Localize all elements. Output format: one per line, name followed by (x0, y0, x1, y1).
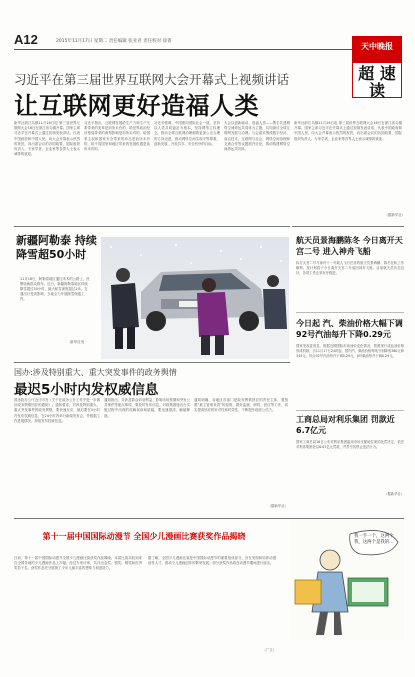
brand-column-title: 超 速读 (358, 64, 396, 100)
page-number: A12 (14, 32, 38, 47)
sidebar-item-1-body: 执行天宫二号与神舟十一号载人飞行任务的航天员景海鹏、陈冬在轨工作顺利，按计划将于今日离开天宫二号返回神舟飞船。目前航天员状态良好，各项工作正常有序推进。 (296, 261, 404, 275)
sidebar-item-3-signoff: （据新华社） (384, 492, 404, 496)
sidebar-item-3-title: 工商总局对利乐集团 罚款近6.7亿元 (296, 415, 395, 435)
snow-car-push-image (101, 237, 289, 359)
divider (14, 518, 404, 519)
brand-box (352, 36, 402, 98)
cartoon-speech-text: 我一手一个，这两个我，这两个是我的... (354, 534, 394, 545)
lead-signoff: （据新华社） (384, 213, 405, 217)
mid-story-subhead: 国办:涉及特别重大、重大突发事件的政务舆情 (14, 368, 177, 377)
lead-body-col-4: 大会以创新驱动、造福人类——携手共建网络空间命运共同体为主题，共同探讨全球互联网发展与治理。与会嘉宾围绕数字经济、前沿技术、互联网与社会、网络空间治理和交流合作等议题展开讨论，推动构建网络空间命运共同体。 (224, 121, 290, 152)
sidebar-item-2-body: 国家发改委消息，根据近期国际市场油价变化情况，按照现行成品油价格形成机制，自11月17日24时起，国内汽、柴油价格每吨分别降低360元和345元。折合92号汽油每升下调0.29元，0号柴油每升下调0.29元。 (296, 344, 404, 358)
sidebar-item-1-title: 航天员景海鹏陈冬 今日离开天宫二号 进入神舟飞船 (296, 236, 403, 256)
brand-line: 天中晚报 (353, 37, 401, 63)
photo-story-headline: 新疆阿勒泰 持续降雪超50小时 (16, 234, 97, 261)
lead-subhead: 习近平在第三届世界互联网大会开幕式上视频讲话 (14, 72, 290, 87)
mid-story-col-1: 国务院办公厅近日印发《关于在政务公开工作中进一步做好政务舆情回应的通知》。通知要求，对涉及特别重大、重大突发事件的政务舆情，要快速反应，最迟要在5小时内发布权威信息，在24小时内举行新闻发布会，并根据工作进展情况，持续发布权威信息。 (14, 398, 100, 423)
lead-body-col-1: 新华社浙江乌镇11月16日电 第三届世界互联网大会16日在浙江省乌镇开幕。国家主席习近平在开幕式上通过视频发表讲话，代表中国政府和中国人民，向大会开幕表示热烈的祝贺，向出席会议的各国政要、国际组织负责人、专家学者、企业家等各界人士表示诚挚的欢迎。 (14, 121, 80, 157)
mid-story-col-3: 通知明确，各地区各部门是政务舆情回应的责任主体，要按照“谁主管谁负责”的原则，做好监测、研判、回应等工作，切实提高回应的针对性和时效性，不断提升政府公信力。 (194, 398, 288, 413)
divider (296, 312, 404, 313)
lead-body-col-5: 新华社浙江乌镇11月16日电 第三届世界互联网大会16日在浙江省乌镇开幕。国家主席习近平在开幕式上通过视频发表讲话，代表中国政府和中国人民，向大会开幕表示热烈的祝贺，向出席会议的各国政要、国际组织负责人、专家学者、企业家等各界人士表示诚挚的欢迎。 (294, 121, 402, 141)
mid-story-col-2: 通知指出，对涉及群众切身利益、影响市场预期和突发公共事件等重点事项，要及时发布信息。对政策措施出台实施过程中出现的误解误读和质疑，要迅速澄清，解疑释惑。 (104, 398, 190, 418)
mid-story-signoff: （据新华社） (267, 504, 288, 508)
bottom-story-col-1: 日前，第十一届中国国际动漫节全国少儿漫画比赛获奖作品揭晓。本届比赛共收到来自全国各地的少儿漫画作品上万幅，经过专家评审，共评出金奖、银奖、铜奖和优秀奖若干名。获奖作品充分展现了少年儿童丰富的想象力和创造力。 (14, 556, 142, 571)
mid-story-headline: 最迟5小时内发权威信息 (14, 382, 159, 398)
snow-photo (101, 237, 289, 359)
issue-info: 2015年11月17日 星期二 责任编辑 张亚君 责任校对 徐菁 (56, 39, 172, 44)
divider (14, 362, 290, 363)
lead-body-col-3: 习近平强调，中国愿同国际社会一道，坚持以人类共同福祉为根本，坚持网络主权理念，推动全球互联网治理朝着更加公正合理的方向迈进，推动网络空间实现平等尊重、创新发展、开放共享、安全有序的目标。 (154, 121, 220, 146)
bottom-story-col-2: 据了解，全国少儿漫画比赛是中国国际动漫节的重要组成部分，旨在发现和培养动漫创作人才，推动少儿漫画创作的繁荣发展。部分获奖作品将在动漫节期间进行展出。 (148, 556, 276, 566)
divider (14, 226, 290, 227)
sidebar-item-1 (296, 235, 404, 301)
lead-headline: 让互联网更好造福人类 (14, 92, 259, 120)
sidebar-item-2 (296, 318, 404, 404)
page-header (14, 34, 402, 50)
lead-body-col-2: 习近平指出，互联网发展给生产力和生产关系带来的变革是前所未有的，给世界政治经济格局带来的深刻影响是前所未有的，给国家主权和国家安全带来的冲击是前所未有的，给不同国家和地区带来的发展机遇是前所未有的。 (84, 121, 150, 152)
bottom-story-signoff: （广文） (262, 648, 276, 652)
photo-credit: 新华社发 (70, 340, 85, 344)
bottom-story-headline: 第十一届中国国际动漫节 全国少儿漫画比赛获奖作品揭晓 (42, 532, 246, 541)
sidebar-item-3-body: 国家工商总局16日公布对利乐集团滥用市场支配地位案的处罚决定，依法对利乐集团处以6.67亿元罚款，并责令其停止违法行为。 (296, 440, 404, 449)
cartoon (290, 520, 404, 640)
sidebar-item-2-title: 今日起 汽、柴油价格大幅下调 92号汽油每升下降0.29元 (296, 319, 403, 339)
divider (296, 410, 404, 411)
sidebar-item-3 (296, 414, 404, 497)
photo-story-caption: 11月16日，阿勒泰地区通往禾木的公路上，民警协助群众推车。近日，新疆阿勒泰地区持续降雪超过50小时，最大积雪深度超过1米，交通出行受到影响，当地全力开展除雪保通工作。 (20, 277, 90, 301)
divider (292, 226, 404, 227)
